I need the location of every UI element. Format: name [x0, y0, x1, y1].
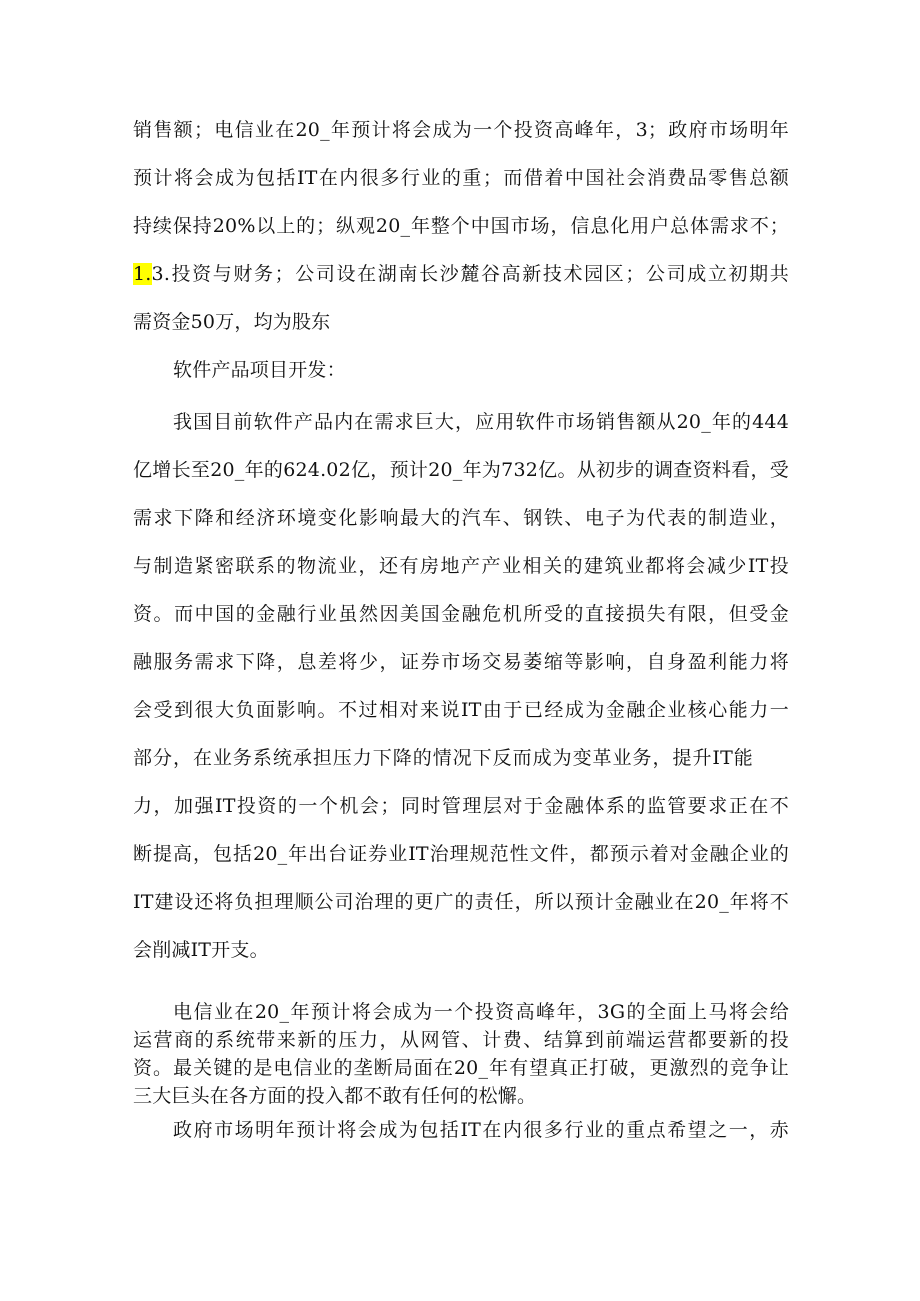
text-line: 融服务需求下降，息差将少，证券市场交易萎缩等影响，自身盈利能力将 — [133, 651, 789, 673]
text-line: 预计将会成为包括IT在内很多行业的重；而借着中国社会消费品零售总额 — [133, 167, 789, 189]
text-line: 持续保持20%以上的；纵观20_年整个中国市场，信息化用户总体需求不； — [133, 215, 789, 237]
investment-text: 3.投资与财务；公司设在湖南长沙麓谷高新技术园区；公司成立初期共 — [151, 263, 789, 285]
section-heading: 软件产品项目开发： — [173, 359, 346, 381]
text-line: 与制造紧密联系的物流业，还有房地产产业相关的建筑业都将会减少IT投 — [133, 555, 789, 577]
text-line: 我国目前软件产品内在需求巨大，应用软件市场销售额从20_年的444 — [173, 411, 789, 433]
text-line: IT建设还将负担理顺公司治理的更广的责任，所以预计金融业在20_年将不 — [133, 891, 789, 913]
text-line: 会削减IT开支。 — [133, 939, 269, 961]
investment-line — [133, 262, 789, 286]
text-line: 亿增长至20_年的624.02亿，预计20_年为732亿。从初步的调查资料看，受 — [133, 459, 789, 481]
text-line: 销售额；电信业在20_年预计将会成为一个投资高峰年，3；政府市场明年 — [133, 119, 789, 141]
text-line: 资。而中国的金融行业虽然因美国金融危机所受的直接损失有限，但受金 — [133, 603, 789, 625]
text-line: 力，加强IT投资的一个机会；同时管理层对于金融体系的监管要求正在不 — [133, 795, 789, 817]
text-line: 电信业在20_年预计将会成为一个投资高峰年，3G的全面上马将会给 — [173, 1001, 789, 1023]
text-line: 部分，在业务系统承担压力下降的情况下反而成为变革业务，提升IT能 — [133, 747, 753, 769]
text-line: 需资金50万，均为股东 — [133, 311, 331, 333]
text-line: 需求下降和经济环境变化影响最大的汽车、钢铁、电子为代表的制造业， — [133, 507, 789, 529]
text-line: 会受到很大负面影响。不过相对来说IT由于已经成为金融企业核心能力一 — [133, 699, 789, 721]
text-line: 三大巨头在各方面的投入都不敢有任何的松懈。 — [133, 1085, 537, 1107]
text-line: 政府市场明年预计将会成为包括IT在内很多行业的重点希望之一，赤 — [173, 1119, 789, 1141]
text-line: 资。最关键的是电信业的垄断局面在20_年有望真正打破，更激烈的竞争让 — [133, 1057, 789, 1079]
highlighted-text: 1. — [133, 263, 152, 285]
text-line: 断提高，包括20_年出台证券业IT治理规范性文件，都预示着对金融企业的 — [133, 843, 789, 865]
text-line: 运营商的系统带来新的压力，从网管、计费、结算到前端运营都要新的投 — [133, 1029, 789, 1051]
